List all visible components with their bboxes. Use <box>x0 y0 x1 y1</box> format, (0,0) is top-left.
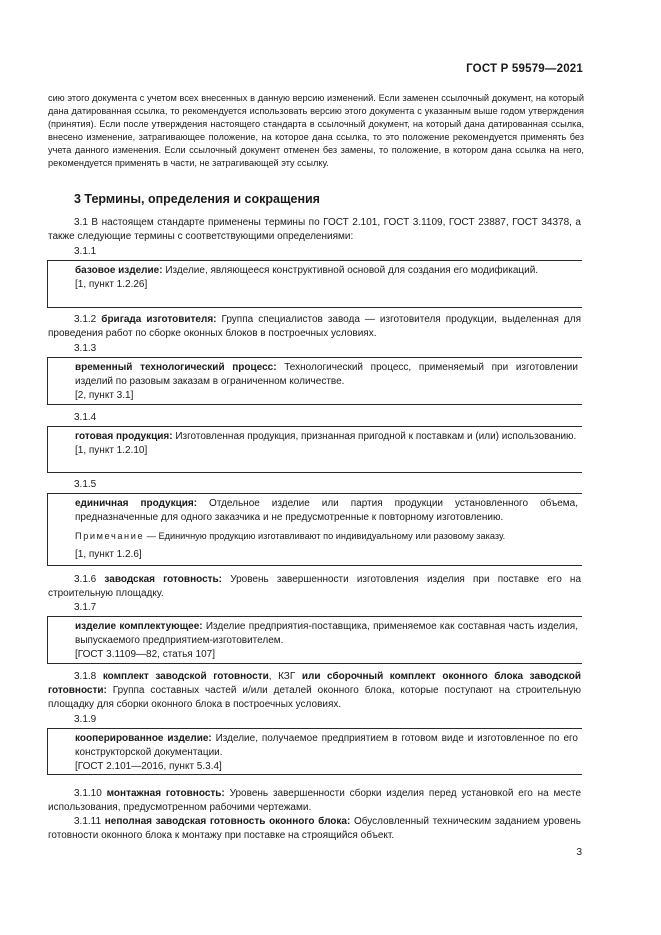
term-reference: [1, пункт 1.2.10] <box>75 445 148 457</box>
term-number-3-1-3: 3.1.3 <box>74 343 97 354</box>
term-definition: единичная продукция: Отдельное изделие или партия продукции установленного объема, предназначенные для одного заказчика и не предусмотренные к повторному изготовлению. <box>75 498 578 524</box>
term-number-3-1-5: 3.1.5 <box>74 479 97 490</box>
paragraph-3-1-text: 3.1 В настоящем стандарте применены термины по ГОСТ 2.101, ГОСТ 3.1109, ГОСТ 23887, ГОСТ 34378, а также следующие термины с соответствующими определениями: <box>48 217 581 243</box>
term-name: изделие комплектующее: <box>75 621 203 632</box>
term-reference: [2, пункт 3.1] <box>75 390 134 402</box>
term-name: кооперированное изделие: <box>75 733 212 744</box>
term-definition: кооперированное изделие: Изделие, получаемое предприятием в готовом виде и изготовленное по его конструкторской документации. <box>75 733 578 759</box>
term-number: 3.1.2 <box>74 314 97 325</box>
term-number: 3.1.6 <box>74 574 97 585</box>
term-3-1-2: 3.1.2 бригада изготовителя: Группа специалистов завода — изготовителя продукции, выделенная для проведения работ по сборке оконных блоков в построечных условиях. <box>48 314 581 340</box>
note-label: Примечание <box>75 531 145 542</box>
term-box-3-1-4 <box>47 426 582 473</box>
term-name-alt: или сборочный комплект оконного блока заводской готовности: <box>48 671 581 697</box>
term-name: единичная продукция: <box>75 498 198 509</box>
term-number: 3.1.8 <box>74 671 97 682</box>
term-name: временный технологический процесс: <box>75 362 277 373</box>
term-box-3-1-7 <box>47 616 582 664</box>
term-name: монтажная готовность: <box>106 788 225 799</box>
term-3-1-6: 3.1.6 заводская готовность: Уровень завершенности изготовления изделия при поставке его на строительную площадку. <box>48 574 582 600</box>
term-box-3-1-5 <box>47 493 582 566</box>
note-text: — Единичную продукцию изготавливают по индивидуальному или разовому заказу. <box>144 531 506 542</box>
term-number: 3.1.11 <box>74 816 102 827</box>
paragraph-3-1 <box>48 216 581 244</box>
term-reference: [ГОСТ 3.1109—82, статья 107] <box>75 649 215 661</box>
term-name: базовое изделие: <box>75 265 163 276</box>
term-definition: готовая продукция: Изготовленная продукция, признанная пригодной к поставкам и (или) использованию. <box>75 431 577 442</box>
term-box-3-1-1 <box>47 260 582 308</box>
term-3-1-8: 3.1.8 комплект заводской готовности, КЗГ или сборочный комплект оконного блока заводской готовности: Группа составных частей и/или деталей оконного блока, которые поступают на строительную площадку для сборки оконного блока в построечных условиях. <box>48 671 581 711</box>
document-header: ГОСТ Р 59579—2021 <box>466 63 583 75</box>
term-name: заводская готовность: <box>104 574 223 585</box>
term-name: комплект заводской готовности <box>102 671 269 682</box>
intro-text: сию этого документа с учетом всех внесенных в данную версию изменений. Если заменен ссылочный документ, на который дана датированная ссылка, то рекомендуется использовать версию этого документа с указанным выше годом утверждения (принятия). Если после утверждения настоящего стандарта в ссылочный документ, на который дана датированная ссылка, внесено изменение, затрагивающее положение, на которое дана ссылка, то это положение рекомендуется применять без учета данного изменения. Если ссылочный документ отменен без замены, то положение, в котором дана ссылка на него, рекомендуется применять в части, не затрагивающей эту ссылку. <box>48 93 584 168</box>
term-number-3-1-4: 3.1.4 <box>74 412 97 423</box>
term-3-1-10: 3.1.10 монтажная готовность: Уровень завершенности сборки изделия перед установкой его на месте использования, предусмотренном рабочими чертежами. <box>48 788 582 814</box>
term-name: неполная заводская готовность оконного блока: <box>104 816 351 827</box>
term-name: бригада изготовителя: <box>101 314 217 325</box>
term-reference: [1, пункт 1.2.26] <box>75 279 148 291</box>
term-box-3-1-9 <box>47 728 582 775</box>
term-definition: базовое изделие: Изделие, являющееся конструктивной основой для создания его модификаций. <box>75 265 539 276</box>
section-title: 3 Термины, определения и сокращения <box>74 192 320 206</box>
term-number-3-1-7: 3.1.7 <box>74 602 97 613</box>
term-number-3-1-9: 3.1.9 <box>74 714 97 725</box>
term-number: 3.1.10 <box>74 788 102 799</box>
term-3-1-11: 3.1.11 неполная заводская готовность оконного блока: Обусловленный техническим заданием уровень готовности оконного блока к монтажу при поставке на строящийся объект. <box>48 816 581 842</box>
term-reference: [1, пункт 1.2.6] <box>75 548 142 560</box>
term-number-3-1-1: 3.1.1 <box>74 246 97 257</box>
term-name: готовая продукция: <box>75 431 173 442</box>
term-definition: временный технологический процесс: Технологический процесс, применяемый при изготовлении изделий по разовым заказам в ограниченном количестве. <box>75 362 578 388</box>
term-reference: [ГОСТ 2.101—2016, пункт 5.3.4] <box>75 761 222 773</box>
term-definition: изделие комплектующее: Изделие предприятия-поставщика, применяемое как составная часть изделия, выпускаемого предприятием-изготовителем. <box>75 621 578 647</box>
term-note <box>75 529 578 543</box>
term-box-3-1-3 <box>47 357 582 405</box>
intro-paragraph <box>48 92 584 170</box>
page-number: 3 <box>576 847 582 858</box>
